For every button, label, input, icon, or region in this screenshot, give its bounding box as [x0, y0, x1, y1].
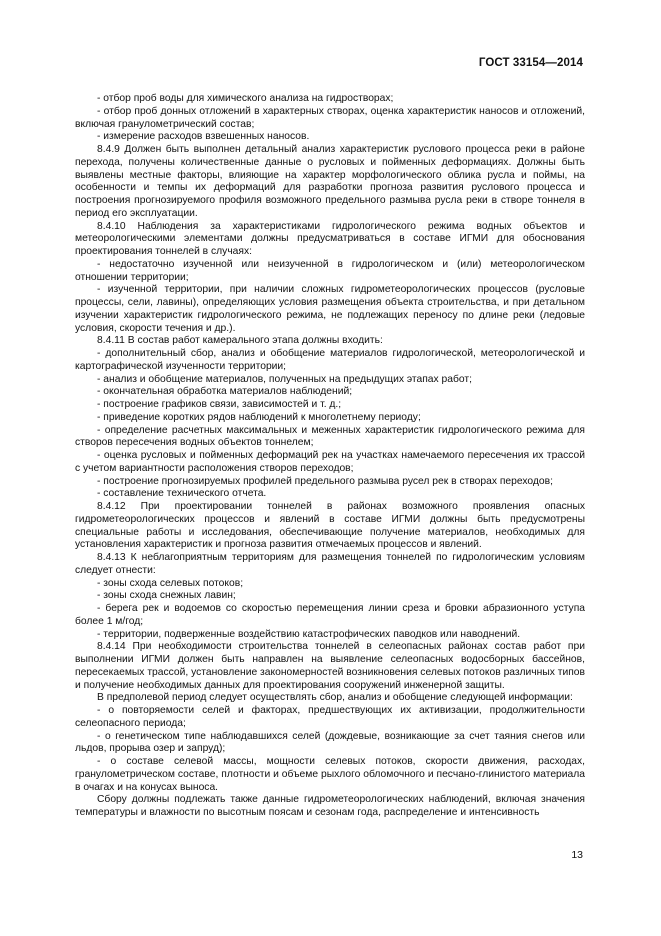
- paragraph: - измерение расходов взвешенных наносов.: [97, 131, 310, 143]
- paragraph: - составление технического отчета.: [97, 488, 267, 500]
- paragraph: - построение графиков связи, зависимостей и т. д.;: [97, 399, 342, 410]
- paragraph: - зоны схода селевых потоков;: [97, 577, 244, 589]
- paragraph: - о генетическом типе наблюдавшихся селей (дождевые, возникающие за счет таяния снегов или льдов, прорыва озер и запруд);: [75, 730, 585, 755]
- paragraph: - оценка русловых и пойменных деформаций рек на участках намечаемого пересечения их трассой с учетом вариантности расположения створов переходов;: [75, 450, 585, 474]
- paragraph: 8.4.14 При необходимости строительства тоннелей в селеопасных районах состав работ при выполнении ИГМИ должен быть направлен на выявление селеопасных водосборных бассейнов, пересекаемых трассой, установление закономерностей возникновения селевых потоков различных типов и получение необходимых данных для проектирования сооружений инженерной защиты.: [75, 641, 585, 691]
- paragraph: 8.4.11 В состав работ камерального этапа должны входить:: [97, 335, 383, 347]
- paragraph: - берега рек и водоемов со скоростью перемещения линии среза и бровки абразионного уступа более 1 м/год;: [75, 603, 585, 627]
- paragraph: - о повторяемости селей и факторах, предшествующих их активизации, продолжительности селеопасного периода;: [75, 705, 585, 729]
- paragraph: - отбор проб воды для химического анализа на гидростворах;: [97, 93, 394, 104]
- paragraph: 8.4.13 К неблагоприятным территориям для размещения тоннелей по гидрологическим условиям следует отнести:: [75, 552, 585, 576]
- document-body: [75, 93, 585, 820]
- paragraph: - определение расчетных максимальных и меженных характеристик гидрологического режима для створов пересечения водных объектов тоннелем;: [75, 424, 585, 449]
- paragraph: - территории, подверженные воздействию катастрофических паводков или наводнений.: [97, 628, 521, 640]
- paragraph: 8.4.12 При проектировании тоннелей в районах возможного проявления опасных гидрометеорологических процессов и явлений в составе ИГМИ должны быть предусмотрены специальные работы и исследования, обеспечивающие получение материалов, необходимых для установления характеристик и прогноза развития отмечаемых процессов и явлений.: [75, 501, 585, 551]
- paragraph: - анализ и обобщение материалов, полученных на предыдущих этапах работ;: [97, 373, 472, 385]
- paragraph: - зоны схода снежных лавин;: [97, 590, 236, 602]
- paragraph: - окончательная обработка материалов наблюдений;: [97, 386, 353, 398]
- paragraph: - недостаточно изученной или неизученной в гидрологическом и (или) метеорологическом отношении территории;: [75, 258, 585, 283]
- paragraph: - о составе селевой массы, мощности селевых потоков, скорости движения, расходах, гранулометрическом составе, плотности и объеме рыхлого обломочного и песчано-глинистого материала в очагах и на конусах выноса.: [75, 756, 585, 793]
- paragraph: - приведение коротких рядов наблюдений к многолетнему периоду;: [97, 411, 421, 423]
- paragraph: - построение прогнозируемых профилей предельного размыва русел рек в створах переходов;: [97, 475, 553, 487]
- paragraph: - дополнительный сбор, анализ и обобщение материалов гидрологической, метеорологической и картографической изученности территории;: [75, 348, 585, 372]
- paragraph: Сбору должны подлежать также данные гидрометеорологических наблюдений, включая значения температуры и влажности по высотным поясам и сезонам года, распределение и интенсивность: [75, 794, 585, 818]
- document-code: ГОСТ 33154—2014: [478, 57, 583, 69]
- paragraph: 8.4.10 Наблюдения за характеристиками гидрологического режима водных объектов и метеорологическими элементами должны предусматриваться в составе ИГМИ для обоснования проектирования тоннелей в случаях:: [75, 220, 585, 257]
- paragraph: - изученной территории, при наличии сложных гидрометеорологических процессов (русловые процессы, сели, лавины), определяющих условия размещения объекта строительства, и при детальном изучении характеристик гидрологического режима, не подлежащих переносу по длине реки (ледовые условия, скорости течения и др.).: [75, 284, 585, 334]
- paragraph: В предполевой период следует осуществлять сбор, анализ и обобщение следующей информации:: [97, 692, 573, 704]
- page-number: 13: [571, 849, 583, 861]
- paragraph: 8.4.9 Должен быть выполнен детальный анализ характеристик руслового процесса реки в районе перехода, получены количественные данные о русловых и пойменных деформациях. Должны быть выявлены местные факторы, влияющие на характер морфологического облика русла и поймы, на особенности и темпы их деформаций для разработки прогноза развития руслового процесса и построения прогнозируемого профиля возможного предельного размыва русла реки в створе тоннеля в период его эксплуатации.: [75, 144, 585, 219]
- paragraph: - отбор проб донных отложений в характерных створах, оценка характеристик наносов и отложений, включая гранулометрический состав;: [75, 105, 585, 130]
